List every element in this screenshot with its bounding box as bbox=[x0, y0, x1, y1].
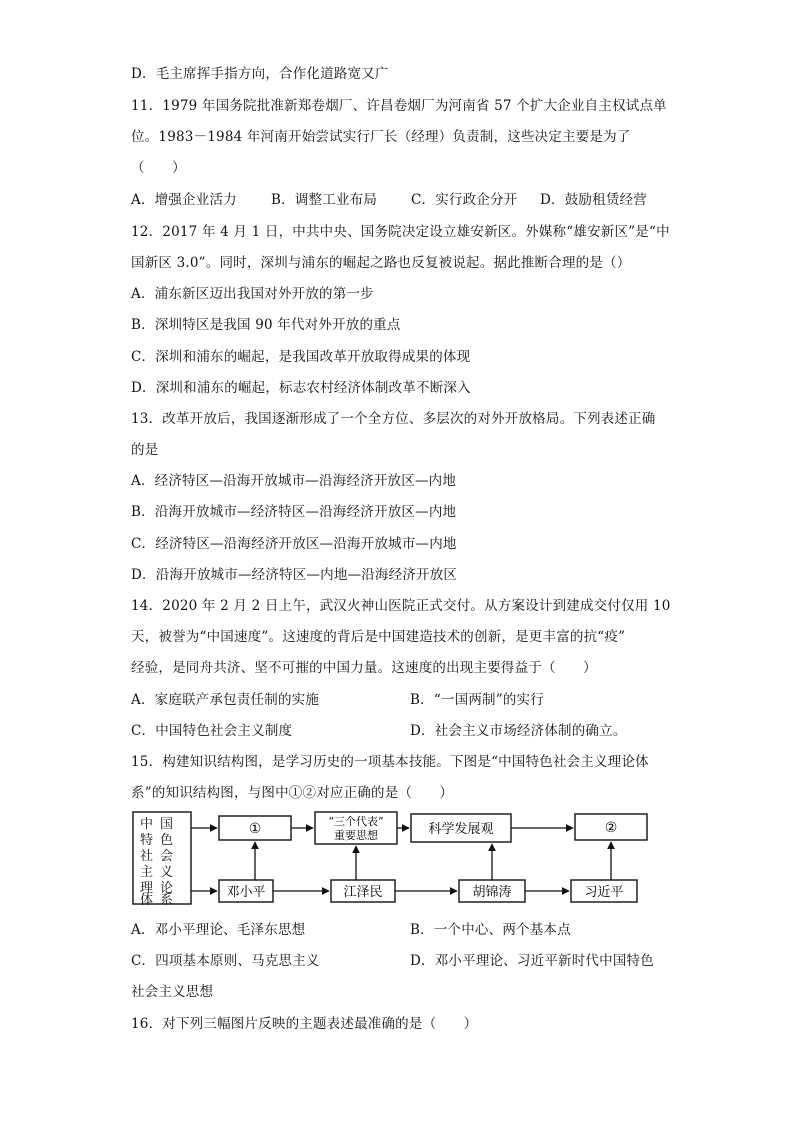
q13-option-c: C．经济特区—沿海经济开放区—沿海开放城市—内地 bbox=[131, 536, 457, 552]
q15-options-row2 bbox=[131, 951, 671, 971]
q11-options bbox=[131, 190, 671, 210]
q12-option-a: A．浦东新区迈出我国对外开放的第一步 bbox=[131, 286, 374, 302]
q13-option-b: B．沿海开放城市—经济特区—沿海经济开放区—内地 bbox=[131, 504, 457, 520]
q15-option-d-cont: 社会主义思想 bbox=[131, 984, 214, 1000]
q11-option-a: A．增强企业活力 bbox=[131, 192, 237, 208]
q12-option-c: C．深圳和浦东的崛起，是我国改革开放取得成果的体现 bbox=[131, 349, 471, 365]
diagram-arrows bbox=[191, 828, 611, 891]
q14-stem-line1: 14．2020 年 2 月 2 日上午，武汉火神山医院正式交付。从方案设计到建成交付仅用 10 bbox=[131, 598, 671, 614]
q14-option-d: D．社会主义市场经济体制的确立。 bbox=[410, 723, 627, 739]
q14-options-row1 bbox=[131, 690, 671, 710]
q13-option-a: A．经济特区—沿海开放城市—沿海经济开放区—内地 bbox=[131, 473, 457, 489]
q15-option-a: A．邓小平理论、毛泽东思想 bbox=[131, 922, 306, 938]
q15-option-d: D．邓小平理论、习近平新时代中国特色 bbox=[410, 953, 654, 969]
q14-options-row2 bbox=[131, 721, 671, 741]
q15-stem-line1: 15．构建知识结构图，是学习历史的一项基本技能。下图是“中国特色社会主义理论体 bbox=[131, 754, 649, 770]
diagram-box-1-label: ① bbox=[248, 821, 262, 837]
left-label-char: 论 bbox=[160, 881, 174, 896]
left-label-char: 体 bbox=[140, 893, 154, 908]
q14-option-b: B．“一国两制”的实行 bbox=[410, 692, 544, 708]
q13-stem-line2: 的是 bbox=[131, 442, 159, 458]
q11-stem-line2: 位。1983－1984 年河南开始尝试实行厂长（经理）负责制，这些决定主要是为了 bbox=[131, 129, 631, 145]
left-label-char: 系 bbox=[160, 893, 174, 908]
q13-stem-line1: 13．改革开放后，我国逐渐形成了一个全方位、多层次的对外开放格局。下列表述正确 bbox=[131, 411, 656, 427]
diagram-box-three-represents-line2: 重要思想 bbox=[334, 829, 378, 842]
left-label-char: 社 bbox=[140, 849, 154, 864]
diagram-box-three-represents-line1: “三个代表” bbox=[328, 815, 384, 828]
q16-stem-line1: 16．对下列三幅图片反映的主题表述最准确的是（ ） bbox=[131, 1016, 478, 1032]
diagram-box-jiang-label: 江泽民 bbox=[343, 885, 383, 900]
q12-option-d: D．深圳和浦东的崛起，标志农村经济体制改革不断深入 bbox=[131, 380, 471, 396]
q14-stem-line3: 经验，是同舟共济、坚不可摧的中国力量。这速度的出现主要得益于（ ） bbox=[131, 660, 597, 676]
q10-option-d: D．毛主席挥手指方向，合作化道路宽又广 bbox=[131, 66, 389, 82]
q15-option-b: B．一个中心、两个基本点 bbox=[410, 922, 571, 938]
diagram-left-label bbox=[140, 816, 173, 908]
q12-option-b: B．深圳特区是我国 90 年代对外开放的重点 bbox=[131, 317, 401, 333]
q15-options-row1 bbox=[131, 920, 671, 940]
left-label-char: 色 bbox=[160, 833, 174, 848]
q11-answer-paren: （ ） bbox=[131, 160, 186, 176]
diagram-box-xi-label: 习近平 bbox=[584, 885, 624, 900]
left-label-char: 中 bbox=[140, 817, 154, 832]
diagram-box-hu-label: 胡锦涛 bbox=[472, 885, 512, 900]
q11-option-d: D．鼓励租赁经营 bbox=[540, 192, 647, 208]
q15-option-c: C．四项基本原则、马克思主义 bbox=[131, 953, 320, 969]
left-label-char: 会 bbox=[160, 849, 174, 864]
q14-option-c: C．中国特色社会主义制度 bbox=[131, 723, 293, 739]
left-label-char: 特 bbox=[140, 833, 154, 848]
q13-option-d: D．沿海开放城市—经济特区—内地—沿海经济开放区 bbox=[131, 567, 458, 583]
diagram-box-2-label: ② bbox=[604, 820, 618, 836]
q12-stem-line1: 12．2017 年 4 月 1 日，中共中央、国务院决定设立雄安新区。外媒称“雄安新区”是“中 bbox=[131, 224, 670, 240]
q11-option-b: B．调整工业布局 bbox=[271, 192, 378, 208]
left-label-char: 义 bbox=[160, 865, 174, 880]
left-label-char: 国 bbox=[160, 817, 174, 832]
diagram-box-scientific-outlook-label: 科学发展观 bbox=[428, 822, 494, 837]
q15-stem-line2: 系”的知识结构图，与图中①②对应正确的是（ ） bbox=[131, 785, 454, 801]
left-label-char: 主 bbox=[140, 865, 154, 880]
q11-stem-line1: 11．1979 年国务院批准新郑卷烟厂、许昌卷烟厂为河南省 57 个扩大企业自主权试点单 bbox=[131, 98, 667, 114]
diagram-box-deng-label: 邓小平 bbox=[226, 885, 266, 900]
q14-option-a: A．家庭联产承包责任制的实施 bbox=[131, 692, 320, 708]
q14-stem-line2: 天，被誉为“中国速度”。这速度的背后是中国建造技术的创新，是更丰富的抗“疫” bbox=[131, 629, 626, 645]
q11-option-c: C．实行政企分开 bbox=[411, 192, 518, 208]
q12-stem-line2: 国新区 3.0”。同时，深圳与浦东的崛起之路也反复被说起。据此推断合理的是（） bbox=[131, 255, 631, 271]
theory-system-diagram bbox=[131, 808, 671, 908]
left-label-char: 理 bbox=[140, 881, 154, 896]
